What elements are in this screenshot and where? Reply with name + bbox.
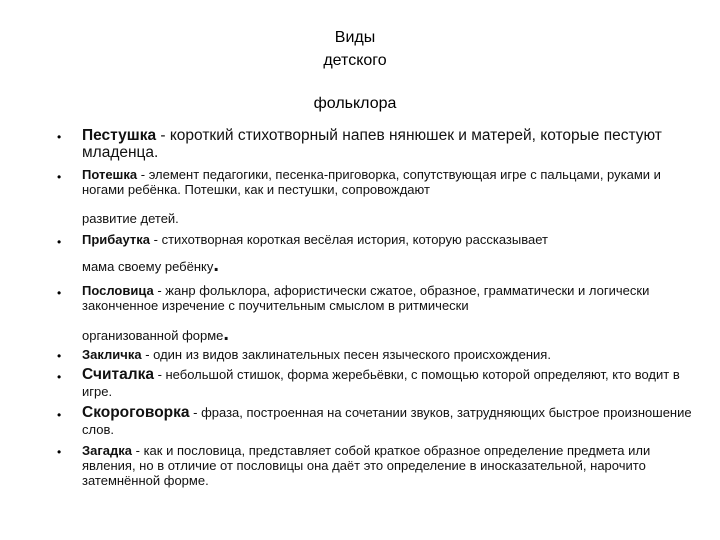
bullet-icon: • bbox=[57, 170, 62, 184]
list-item-poteshka bbox=[82, 167, 692, 197]
definition: - короткий стихотворный напев нянюшек и матерей, которые пестуют младенца. bbox=[82, 127, 662, 161]
definition: - стихотворная короткая весёлая история, которую рассказывает bbox=[150, 232, 548, 247]
list-item-schitalka bbox=[82, 366, 692, 400]
continuation-text: организованной форме bbox=[82, 328, 224, 343]
bullet-icon: • bbox=[57, 235, 62, 249]
term: Потешка bbox=[82, 167, 138, 182]
bullet-icon: • bbox=[57, 445, 62, 459]
term: Считалка bbox=[82, 366, 154, 383]
title-line-3: фольклора bbox=[313, 95, 397, 112]
term: Закличка bbox=[82, 347, 142, 362]
term: Прибаутка bbox=[82, 232, 151, 247]
definition: - небольшой стишок, форма жеребьёвки, с помощью которой определяют, кто водит в игре. bbox=[82, 367, 680, 399]
title-line-1: Виды bbox=[334, 29, 376, 46]
title-line-2: детского bbox=[323, 52, 387, 69]
list-item-zagadka bbox=[82, 443, 692, 488]
definition: - один из видов заклинательных песен языческого происхождения. bbox=[141, 347, 551, 362]
definition: - жанр фольклора, афористически сжатое, образное, грамматически и логически законченное изречение с поучительным смыслом в ритмически bbox=[82, 283, 650, 313]
definition: - фраза, построенная на сочетании звуков, затрудняющих быстрое произношение слов. bbox=[82, 405, 692, 437]
term: Скороговорка bbox=[82, 404, 190, 421]
continuation-text: мама своему ребёнку bbox=[82, 259, 214, 274]
definition: - как и пословица, представляет собой краткое образное определение предмета или явления, но в отличие от пословицы она даёт это определение в иносказательной, нарочито затемнённой форме. bbox=[82, 443, 651, 488]
continuation-period: . bbox=[213, 254, 219, 276]
list-item-poslovitsa bbox=[82, 283, 692, 313]
list-item-continuation: развитие детей. bbox=[82, 211, 179, 226]
continuation-period: . bbox=[223, 323, 229, 345]
bullet-icon: • bbox=[57, 286, 62, 300]
list-item-skorogovorka bbox=[82, 404, 692, 438]
list-item-pestushka bbox=[82, 127, 692, 161]
list-item-pribautka bbox=[82, 232, 692, 247]
bullet-icon: • bbox=[57, 130, 62, 144]
bullet-icon: • bbox=[57, 349, 62, 363]
bullet-icon: • bbox=[57, 370, 62, 384]
list-item-continuation bbox=[82, 254, 219, 276]
list-item-zaklichka bbox=[82, 347, 692, 362]
term: Пестушка bbox=[82, 127, 157, 144]
term: Загадка bbox=[82, 443, 133, 458]
bullet-icon: • bbox=[57, 408, 62, 422]
list-item-continuation bbox=[82, 323, 229, 345]
term: Пословица bbox=[82, 283, 154, 298]
definition: - элемент педагогики, песенка-приговорка, сопутствующая игре с пальцами, руками и ногами ребёнка. Потешки, как и пестушки, сопровождают bbox=[82, 167, 661, 197]
